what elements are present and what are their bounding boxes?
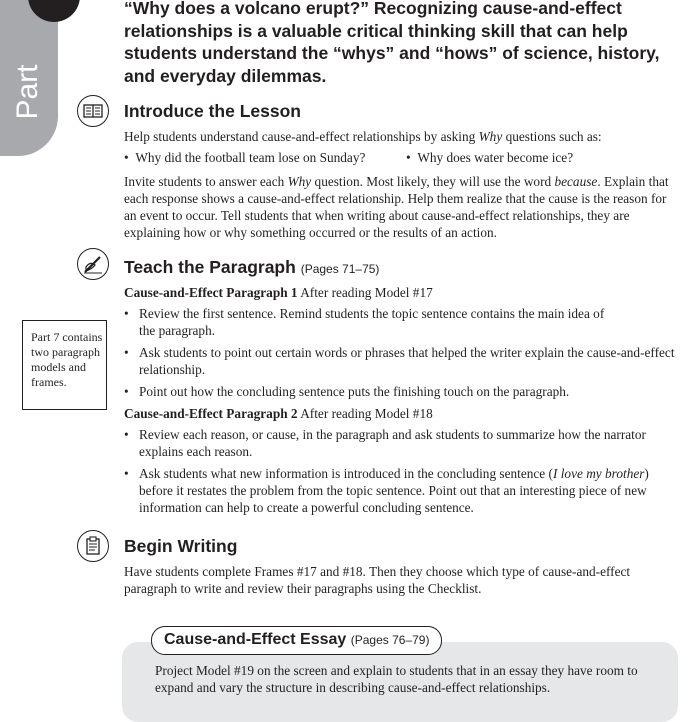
para1-after: After reading Model #17 [300,285,433,300]
open-book-icon [82,100,104,122]
sidebar-note-text: Part 7 contains two paragraph models and frames. [31,330,103,389]
teach-heading [124,257,379,278]
para2-bullet-1: • Review each reason, or cause, in the paragraph and ask students to summarize how the narrator explains each reason. [124,427,646,459]
para2-label [124,405,680,422]
introduce-paragraph: Invite students to answer each Why question. Most likely, they will use the word because. Explain that each response shows a cause-and-effect relationship. Help them realize that the cause is the reason for an event to occur. Tell students that when writing about cause-and-effect relationships, they are explaining how or why something occurred or the results of an action. [124,174,669,240]
essay-text: Project Model #19 on the screen and explain to students that in an essay they have room to expand and vary the structure in describing cause-and-effect relationships. [155,663,638,695]
writing-hand-icon [82,253,104,275]
essay-heading: Cause-and-Effect Essay [164,631,347,648]
para2-bullet-2: • Ask students what new information is introduced in the concluding sentence (I love my brother) before it restates the problem from the topic sentence. Point out that an interesting piece of new information can help to create a powerful concluding sentence. [124,466,649,515]
teach-pages: (Pages 71–75) [300,262,380,276]
begin-heading: Begin Writing [124,536,238,556]
begin-paragraph: Have students complete Frames #17 and #18. Then they choose which type of cause-and-effect paragraph to write and review their paragraphs using the Checklist. [124,564,631,596]
para2-bullets [124,426,680,516]
question-1: • Why did the football team lose on Sunday? [124,150,366,165]
introduce-heading: Introduce the Lesson [124,101,301,121]
essay-tab [151,626,442,655]
para1-label [124,284,680,301]
para1-title: Cause-and-Effect Paragraph 1 [124,285,298,300]
pencil-icon-circle [77,248,109,280]
para1-bullet-3: • Point out how the concluding sentence puts the finishing touch on the paragraph. [124,384,570,399]
para2-title: Cause-and-Effect Paragraph 2 [124,406,298,421]
para1-bullet-1: • Review the first sentence. Remind students the topic sentence contains the main idea of the paragraph. [124,306,605,338]
clipboard-icon [82,535,104,557]
teach-heading-text: Teach the Paragraph [124,257,296,277]
sidebar-note [22,320,107,410]
para1-bullets [124,305,680,400]
book-icon-circle [77,95,109,127]
clipboard-icon-circle [77,530,109,562]
introduce-lead [124,128,680,145]
intro-text: “Why does a volcano erupt?” Recognizing cause-and-effect relationships is a valuable critical thinking skill that can help students understand the “whys” and “hows” of science, history, and everyday dilemmas. [124,0,660,86]
para1-bullet-2: • Ask students to point out certain words or phrases that helped the writer explain the cause-and-effect relationship. [124,345,675,377]
question-row [124,149,680,166]
introduce-lead-text: Help students understand cause-and-effect relationships by asking Why questions such as: [124,129,602,144]
essay-pages: (Pages 76–79) [350,633,430,647]
question-2: • Why does water become ice? [406,150,574,165]
part-label: Part [11,64,44,120]
para2-after: After reading Model #18 [300,406,433,421]
